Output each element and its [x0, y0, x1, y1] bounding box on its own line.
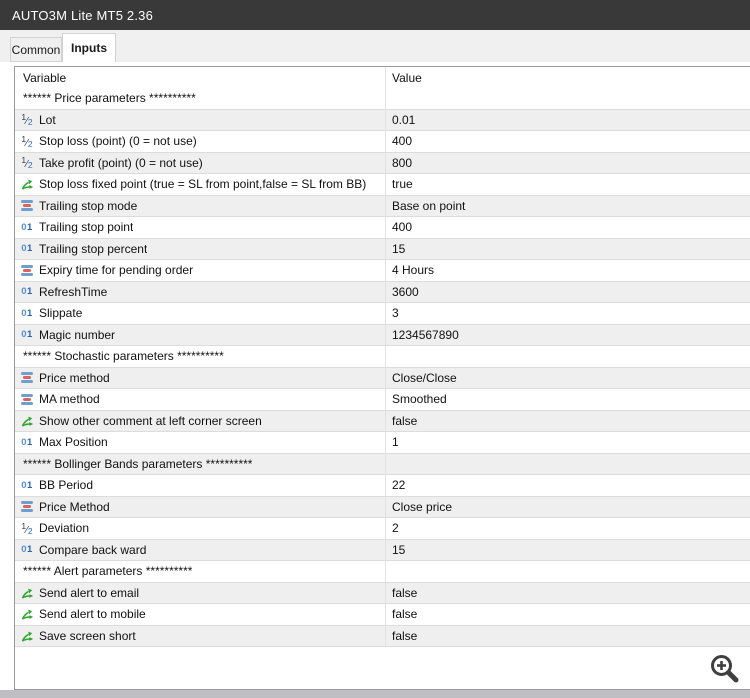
section-row[interactable]: [15, 454, 750, 476]
parameter-label: MA method: [39, 392, 100, 407]
boolean-type-icon: [19, 628, 35, 644]
variable-cell: [15, 518, 386, 539]
parameter-row[interactable]: [15, 411, 750, 433]
parameter-label: Send alert to mobile: [39, 607, 146, 622]
variable-cell: [15, 389, 386, 410]
variable-cell: [15, 196, 386, 217]
tab-common[interactable]: [10, 37, 62, 62]
boolean-type-icon: [19, 176, 35, 192]
parameter-row[interactable]: [15, 217, 750, 239]
value-cell: [386, 561, 750, 582]
value-cell[interactable]: Close price: [392, 499, 453, 514]
parameter-label: Send alert to email: [39, 585, 140, 600]
enum-type-icon: [19, 391, 35, 407]
value-cell[interactable]: 2: [392, 521, 399, 536]
table-header-row: [15, 67, 750, 88]
tab-inputs-label: Inputs: [71, 41, 107, 55]
section-label: ****** Price parameters **********: [23, 91, 196, 106]
value-cell[interactable]: 15: [392, 542, 406, 557]
double-type-icon: $^1$⁄2: [21, 133, 33, 149]
value-cell[interactable]: false: [392, 413, 418, 428]
parameter-row[interactable]: [15, 432, 750, 454]
parameter-row[interactable]: [15, 110, 750, 132]
integer-type-icon: 01: [21, 286, 33, 298]
parameter-row[interactable]: [15, 626, 750, 648]
tab-inputs[interactable]: [62, 33, 116, 62]
value-cell[interactable]: 15: [392, 241, 406, 256]
parameter-label: Trailing stop mode: [39, 198, 138, 213]
table-rows: [15, 88, 750, 647]
value-cell[interactable]: 3600: [392, 284, 419, 299]
value-cell[interactable]: false: [392, 607, 418, 622]
parameter-row[interactable]: [15, 260, 750, 282]
parameter-row[interactable]: [15, 604, 750, 626]
value-cell[interactable]: 400: [392, 134, 413, 149]
variable-cell: [15, 260, 386, 281]
parameters-table: [14, 66, 750, 690]
section-label: ****** Stochastic parameters **********: [23, 349, 224, 364]
enum-type-icon: [19, 262, 35, 278]
column-header-variable: Variable: [15, 67, 386, 88]
enum-type-icon: [19, 499, 35, 515]
magnifier-plus-icon: [708, 652, 742, 686]
window-bottom-strip: [0, 690, 750, 698]
parameter-label: Price method: [39, 370, 110, 385]
variable-cell: [15, 282, 386, 303]
parameter-label: Show other comment at left corner screen: [39, 413, 262, 428]
double-type-icon: $^1$⁄2: [21, 155, 33, 171]
variable-cell: [15, 626, 386, 647]
variable-cell: [15, 604, 386, 625]
value-cell[interactable]: 400: [392, 220, 413, 235]
tab-strip: [0, 30, 750, 62]
variable-cell: [15, 153, 386, 174]
variable-cell: [15, 325, 386, 346]
value-cell: [386, 454, 750, 475]
parameter-label: Trailing stop percent: [39, 241, 148, 256]
parameter-label: BB Period: [39, 478, 94, 493]
value-cell[interactable]: false: [392, 628, 418, 643]
double-type-icon: $^1$⁄2: [21, 520, 33, 536]
parameter-label: Stop loss fixed point (true = SL from point,false = SL from BB): [39, 177, 367, 192]
parameter-label: Price Method: [39, 499, 110, 514]
variable-cell: [15, 411, 386, 432]
section-row[interactable]: [15, 561, 750, 583]
enum-type-icon: [19, 198, 35, 214]
value-cell[interactable]: Close/Close: [392, 370, 457, 385]
parameter-label: Stop loss (point) (0 = not use): [39, 134, 197, 149]
integer-type-icon: 01: [21, 479, 33, 491]
variable-cell: [15, 497, 386, 518]
tab-common-label: Common: [11, 42, 61, 57]
parameter-row[interactable]: [15, 303, 750, 325]
variable-cell: [15, 454, 386, 475]
section-row[interactable]: [15, 346, 750, 368]
value-cell[interactable]: 1234567890: [392, 327, 459, 342]
variable-cell: [15, 110, 386, 131]
titlebar: [0, 0, 750, 30]
parameter-label: Deviation: [39, 521, 90, 536]
value-cell: [386, 346, 750, 367]
variable-cell: [15, 368, 386, 389]
integer-type-icon: 01: [21, 544, 33, 556]
integer-type-icon: 01: [21, 436, 33, 448]
value-cell[interactable]: 0.01: [392, 112, 416, 127]
enum-type-icon: [19, 370, 35, 386]
value-cell[interactable]: 1: [392, 435, 399, 450]
value-cell[interactable]: true: [392, 177, 413, 192]
inputs-tab-page: [0, 62, 750, 690]
value-cell[interactable]: Base on point: [392, 198, 466, 213]
parameter-label: Trailing stop point: [39, 220, 134, 235]
parameter-label: Max Position: [39, 435, 108, 450]
boolean-type-icon: [19, 585, 35, 601]
parameter-row[interactable]: [15, 174, 750, 196]
variable-cell: [15, 561, 386, 582]
parameter-row[interactable]: [15, 196, 750, 218]
column-header-value: Value: [392, 70, 422, 85]
variable-cell: [15, 217, 386, 238]
variable-cell: [15, 346, 386, 367]
window-title: AUTO3M Lite MT5 2.36: [12, 7, 154, 23]
parameter-row[interactable]: [15, 389, 750, 411]
parameter-row[interactable]: [15, 518, 750, 540]
value-cell[interactable]: false: [392, 585, 418, 600]
parameter-label: Save screen short: [39, 628, 136, 643]
variable-cell: [15, 583, 386, 604]
parameter-label: Compare back ward: [39, 542, 147, 557]
parameter-row[interactable]: [15, 583, 750, 605]
parameter-label: Expiry time for pending order: [39, 263, 194, 278]
integer-type-icon: 01: [21, 329, 33, 341]
parameter-row[interactable]: [15, 368, 750, 390]
boolean-type-icon: [19, 606, 35, 622]
integer-type-icon: 01: [21, 307, 33, 319]
parameter-row[interactable]: [15, 153, 750, 175]
parameter-label: Magic number: [39, 327, 116, 342]
integer-type-icon: 01: [21, 221, 33, 233]
parameter-row[interactable]: [15, 475, 750, 497]
parameter-label: Lot: [39, 112, 56, 127]
double-type-icon: $^1$⁄2: [21, 112, 33, 128]
parameter-row[interactable]: [15, 239, 750, 261]
section-row[interactable]: [15, 88, 750, 110]
value-cell[interactable]: 800: [392, 155, 413, 170]
parameter-row[interactable]: [15, 540, 750, 562]
parameter-row[interactable]: [15, 131, 750, 153]
parameter-label: Take profit (point) (0 = not use): [39, 155, 203, 170]
section-label: ****** Alert parameters **********: [23, 564, 193, 579]
section-label: ****** Bollinger Bands parameters **********: [23, 456, 253, 471]
variable-cell: [15, 475, 386, 496]
value-cell[interactable]: 4 Hours: [392, 263, 435, 278]
variable-cell: [15, 540, 386, 561]
parameter-row[interactable]: [15, 282, 750, 304]
variable-cell: [15, 303, 386, 324]
variable-cell: [15, 239, 386, 260]
value-cell[interactable]: Smoothed: [392, 392, 447, 407]
parameter-row[interactable]: [15, 497, 750, 519]
parameter-row[interactable]: [15, 325, 750, 347]
variable-cell: [15, 131, 386, 152]
zoom-in-button[interactable]: [708, 652, 742, 686]
variable-cell: [15, 88, 386, 109]
parameter-label: Slippate: [39, 306, 83, 321]
parameter-label: RefreshTime: [39, 284, 108, 299]
variable-cell: [15, 174, 386, 195]
value-cell[interactable]: 3: [392, 306, 399, 321]
integer-type-icon: 01: [21, 243, 33, 255]
value-cell[interactable]: 22: [392, 478, 406, 493]
variable-cell: [15, 432, 386, 453]
boolean-type-icon: [19, 413, 35, 429]
value-cell: [386, 88, 750, 109]
